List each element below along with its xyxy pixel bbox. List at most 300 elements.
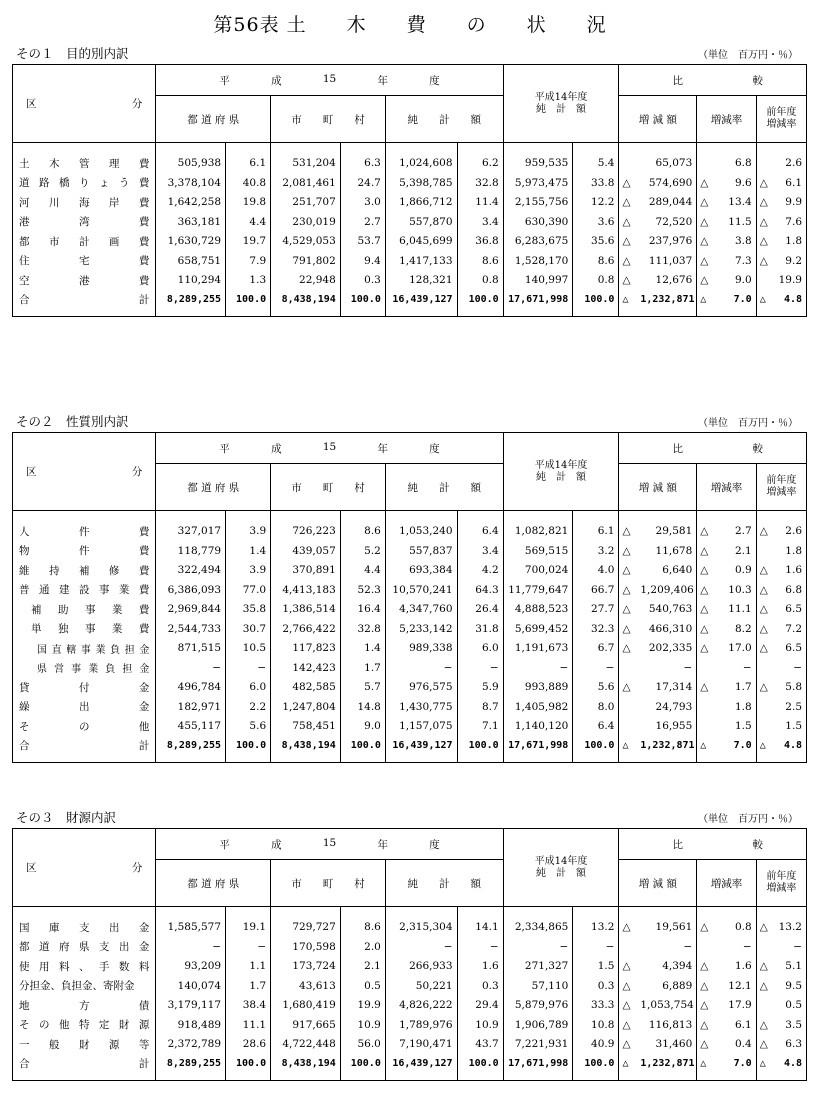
cell-value: 0.5 [340, 976, 385, 996]
table-row [13, 717, 807, 737]
cell-value: 5.4 [573, 143, 619, 174]
header-compare-group: 比 較 [619, 433, 807, 464]
cell-value: 33.8 [573, 173, 619, 193]
cell-value: 289,044 [637, 193, 696, 213]
table-row [13, 619, 807, 639]
cell-value: 1,082,821 [503, 511, 573, 542]
decrease-mark: △ [759, 740, 766, 752]
table-row [13, 678, 807, 698]
decrease-mark [619, 658, 637, 678]
cell-value: − [503, 658, 573, 678]
cell-value: 43,613 [271, 976, 341, 996]
decrease-mark: △ [759, 235, 768, 248]
cell-value: 9.0 [715, 271, 756, 291]
cell-value: 6,045,699 [385, 232, 457, 252]
cell-value: 6.1 [775, 173, 807, 193]
cell-value: 0.8 [715, 907, 756, 938]
header-change-rate: 増減率 [697, 860, 756, 907]
cell-value: 5,398,785 [385, 173, 457, 193]
unit-note: （単位 百万円・％） [698, 814, 798, 825]
cell-value: 1,053,240 [385, 511, 457, 542]
cell-value: 7.2 [775, 619, 807, 639]
cell-value: 1,024,608 [385, 143, 457, 174]
header-prev-change-rate: 前年度 増減率 [756, 96, 806, 143]
cell-value: 117,823 [271, 639, 341, 659]
cell-value: 7,190,471 [385, 1035, 457, 1055]
decrease-mark: △ [700, 274, 709, 287]
cell-value: 16,439,127 [385, 1054, 457, 1080]
cell-value: 1.3 [226, 271, 271, 291]
cell-value: 10.3 [715, 580, 756, 600]
cell-value: 2,544,733 [156, 619, 226, 639]
cell-value: 140,997 [503, 271, 573, 291]
cell-value: − [385, 658, 457, 678]
cell-value: 7.0 [715, 736, 756, 762]
cell-value: 12.2 [573, 193, 619, 213]
cell-value: 64.3 [457, 580, 503, 600]
cell-value: 496,784 [156, 678, 226, 698]
kubun-a: 区 [26, 862, 37, 874]
cell-value: 3.4 [457, 541, 503, 561]
table-row [13, 996, 807, 1016]
decrease-mark: △ [759, 921, 768, 933]
cell-value: 322,494 [156, 561, 226, 581]
cell-value: − [775, 658, 807, 678]
kubun-b: 分 [131, 466, 143, 478]
cell-value: 5.8 [775, 678, 807, 698]
cell-value: 4,826,222 [385, 996, 457, 1016]
cell-value: 1,585,577 [156, 907, 226, 938]
cell-value: 2,969,844 [156, 600, 226, 620]
cell-value: 22,948 [271, 271, 341, 291]
decrease-mark: △ [700, 176, 709, 189]
cell-value: 30.7 [226, 619, 271, 639]
cell-value: − [385, 937, 457, 957]
cell-value: 1,430,775 [385, 697, 457, 717]
cell-value: − [457, 658, 503, 678]
cell-value: 1.7 [226, 976, 271, 996]
cell-value: 1,232,871 [637, 1054, 696, 1080]
cell-value: 1,642,258 [156, 193, 226, 213]
row-label: その他 [13, 717, 156, 737]
table-row [13, 1035, 807, 1055]
decrease-mark: △ [622, 564, 631, 577]
cell-value: 1.8 [775, 541, 807, 561]
row-label: 国直轄事業負担金 [13, 639, 156, 659]
header-year-group: 平 成 15 年 度 [156, 433, 503, 464]
cell-value: 5.9 [457, 678, 503, 698]
cell-value: 1.5 [715, 717, 756, 737]
cell-value: 1,386,514 [271, 600, 341, 620]
cell-value: 569,515 [503, 541, 573, 561]
cell-value: − [715, 658, 756, 678]
cell-value: 140,074 [156, 976, 226, 996]
decrease-mark: △ [622, 544, 631, 557]
cell-value: 1.8 [715, 697, 756, 717]
cell-value: 26.4 [457, 600, 503, 620]
cell-value: 4,722,448 [271, 1035, 341, 1055]
cell-value: 17.0 [715, 639, 756, 659]
cell-value: 1.1 [226, 957, 271, 977]
cell-value: 6.5 [775, 639, 807, 659]
cell-value: 989,338 [385, 639, 457, 659]
header-prev-year: 平成14年度 純 計 額 [503, 829, 619, 907]
decrease-mark: △ [759, 1058, 766, 1070]
table-row [13, 232, 807, 252]
kubun-a: 区 [26, 466, 37, 478]
cell-value: 2.0 [340, 937, 385, 957]
decrease-mark: △ [759, 622, 768, 635]
cell-value: − [715, 937, 756, 957]
cell-value: 7.6 [775, 212, 807, 232]
cell-value: 2,372,789 [156, 1035, 226, 1055]
decrease-mark [756, 541, 774, 561]
decrease-mark: △ [759, 960, 768, 973]
cell-value: 8,289,255 [156, 290, 226, 316]
cell-value: 12.1 [715, 976, 756, 996]
header-net-total: 純 計 額 [385, 96, 503, 143]
decrease-mark: △ [700, 196, 709, 209]
cell-value: 33.3 [573, 996, 619, 1016]
cell-value: 10.9 [340, 1015, 385, 1035]
cell-value: 116,813 [637, 1015, 696, 1035]
table-row [13, 193, 807, 213]
cell-value: 10.5 [226, 639, 271, 659]
decrease-mark: △ [759, 294, 766, 306]
row-label: 国庫支出金 [13, 907, 156, 938]
cell-value: 16.4 [340, 600, 385, 620]
cell-value: 10.9 [457, 1015, 503, 1035]
table-row [13, 639, 807, 659]
table-row [13, 541, 807, 561]
cell-value: 11,779,647 [503, 580, 573, 600]
cell-value: 5.1 [775, 957, 807, 977]
row-label: 地方債 [13, 996, 156, 1016]
cell-value: 251,707 [271, 193, 341, 213]
cell-value: 2,155,756 [503, 193, 573, 213]
cell-value: 6.5 [775, 600, 807, 620]
cell-value: 2.1 [715, 541, 756, 561]
header-change-rate: 増減率 [697, 96, 756, 143]
total-row [13, 290, 807, 316]
cell-value: − [637, 937, 696, 957]
cell-value: 6.3 [775, 1035, 807, 1055]
decrease-mark [697, 143, 715, 174]
cell-value: 173,724 [271, 957, 341, 977]
decrease-mark: △ [759, 681, 768, 694]
decrease-mark [619, 937, 637, 957]
cell-value: 5.2 [340, 541, 385, 561]
header-kubun [13, 829, 156, 907]
decrease-mark [697, 717, 715, 737]
cell-value: 9.9 [775, 193, 807, 213]
cell-value: 1,906,789 [503, 1015, 573, 1035]
row-label: 繰出金 [13, 697, 156, 717]
row-label: 道路橋りょう費 [13, 173, 156, 193]
header-compare-group: 比 較 [619, 829, 807, 860]
header-prev-change-rate: 前年度 増減率 [756, 464, 806, 511]
cell-value: 2,766,422 [271, 619, 341, 639]
cell-value: 1.6 [457, 957, 503, 977]
decrease-mark: △ [700, 999, 709, 1012]
cell-value: 50,221 [385, 976, 457, 996]
cell-value: 8,438,194 [271, 290, 341, 316]
row-label: 住宅費 [13, 251, 156, 271]
cell-value: 531,204 [271, 143, 341, 174]
cell-value: 726,223 [271, 511, 341, 542]
row-label: 普通建設事業費 [13, 580, 156, 600]
cell-value: 9.6 [715, 173, 756, 193]
row-label: 物件費 [13, 541, 156, 561]
cell-value: 100.0 [340, 290, 385, 316]
cell-value: 2.6 [775, 143, 807, 174]
decrease-mark: △ [700, 294, 707, 306]
cell-value: 439,057 [271, 541, 341, 561]
cell-value: 6.4 [457, 511, 503, 542]
cell-value: 11.5 [715, 212, 756, 232]
cell-value: 7.0 [715, 1054, 756, 1080]
cell-value: 1.6 [775, 561, 807, 581]
cell-value: 363,181 [156, 212, 226, 232]
kubun-b: 分 [131, 98, 143, 110]
decrease-mark: △ [700, 1018, 709, 1031]
cell-value: 466,310 [637, 619, 696, 639]
cell-value: 540,763 [637, 600, 696, 620]
cell-value: 6.0 [457, 639, 503, 659]
cell-value: 110,294 [156, 271, 226, 291]
cell-value: 1.5 [573, 957, 619, 977]
cell-value: 19,561 [637, 907, 696, 938]
table-section-2 [0, 410, 820, 753]
cell-value: 3.9 [226, 511, 271, 542]
decrease-mark: △ [700, 960, 709, 973]
cell-value: 100.0 [226, 736, 271, 762]
decrease-mark: △ [622, 294, 629, 306]
table-section-1 [0, 42, 820, 307]
cell-value: 4.2 [457, 561, 503, 581]
cell-value: 11,678 [637, 541, 696, 561]
decrease-mark: △ [700, 1058, 707, 1070]
cell-value: 17,671,998 [503, 290, 573, 316]
row-label: 河川海岸費 [13, 193, 156, 213]
decrease-mark: △ [700, 254, 709, 267]
cell-value: 871,515 [156, 639, 226, 659]
decrease-mark [756, 697, 774, 717]
cell-value: 100.0 [340, 1054, 385, 1080]
cell-value: 4.8 [775, 736, 807, 762]
table-row [13, 580, 807, 600]
cell-value: 17.9 [715, 996, 756, 1016]
cell-value: 65,073 [637, 143, 696, 174]
decrease-mark [756, 143, 774, 174]
cell-value: 1,247,804 [271, 697, 341, 717]
row-label: 使用料、手数料 [13, 957, 156, 977]
cell-value: 0.4 [715, 1035, 756, 1055]
cell-value: 9.4 [340, 251, 385, 271]
cell-value: 0.8 [457, 271, 503, 291]
table-row [13, 511, 807, 542]
cell-value: 1.5 [775, 717, 807, 737]
cell-value: 271,327 [503, 957, 573, 977]
cell-value: 19.1 [226, 907, 271, 938]
cell-value: 72,520 [637, 212, 696, 232]
cell-value: 66.7 [573, 580, 619, 600]
decrease-mark [619, 143, 637, 174]
decrease-mark: △ [759, 176, 768, 189]
cell-value: 0.3 [340, 271, 385, 291]
cell-value: 170,598 [271, 937, 341, 957]
decrease-mark: △ [700, 642, 709, 655]
cell-value: 1.4 [226, 541, 271, 561]
cell-value: 19.9 [340, 996, 385, 1016]
table-row [13, 600, 807, 620]
decrease-mark: △ [700, 1038, 709, 1051]
cell-value: 2.1 [340, 957, 385, 977]
cell-value: 4.0 [573, 561, 619, 581]
cell-value: 56.0 [340, 1035, 385, 1055]
cell-value: 3.8 [715, 232, 756, 252]
cell-value: 28.6 [226, 1035, 271, 1055]
cell-value: 7.0 [715, 290, 756, 316]
decrease-mark [756, 658, 774, 678]
cell-value: 24,793 [637, 697, 696, 717]
cell-value: 758,451 [271, 717, 341, 737]
decrease-mark: △ [622, 274, 631, 287]
cell-value: 16,439,127 [385, 736, 457, 762]
row-label: 空港費 [13, 271, 156, 291]
cell-value: 6.1 [715, 1015, 756, 1035]
decrease-mark: △ [622, 196, 631, 209]
decrease-mark: △ [759, 564, 768, 577]
cell-value: 142,423 [271, 658, 341, 678]
cell-value: − [226, 658, 271, 678]
cell-value: 11.1 [226, 1015, 271, 1035]
cell-value: 8,289,255 [156, 736, 226, 762]
decrease-mark: △ [622, 1058, 629, 1070]
cell-value: 6.7 [573, 639, 619, 659]
decrease-mark: △ [759, 215, 768, 228]
cell-value: 1,405,982 [503, 697, 573, 717]
decrease-mark: △ [700, 603, 709, 616]
cell-value: 100.0 [226, 1054, 271, 1080]
cell-value: 4.4 [340, 561, 385, 581]
cell-value: 959,535 [503, 143, 573, 174]
decrease-mark: △ [759, 1018, 768, 1031]
row-label: 人件費 [13, 511, 156, 542]
cell-value: 5,973,475 [503, 173, 573, 193]
header-change-amount: 増 減 額 [619, 96, 697, 143]
unit-note: （単位 百万円・％） [698, 50, 798, 61]
decrease-mark: △ [622, 1038, 631, 1051]
cell-value: 230,019 [271, 212, 341, 232]
cell-value: 976,575 [385, 678, 457, 698]
cell-value: 557,870 [385, 212, 457, 232]
decrease-mark: △ [700, 215, 709, 228]
cell-value: 202,335 [637, 639, 696, 659]
cell-value: 2,315,304 [385, 907, 457, 938]
table-row [13, 937, 807, 957]
header-prev-change-rate: 前年度 増減率 [756, 860, 806, 907]
total-row [13, 1054, 807, 1080]
cell-value: 12,676 [637, 271, 696, 291]
decrease-mark: △ [622, 583, 631, 596]
decrease-mark [619, 697, 637, 717]
header-change-amount: 増 減 額 [619, 860, 697, 907]
cell-value: 0.3 [457, 976, 503, 996]
cell-value: − [775, 937, 807, 957]
cell-value: 8.6 [457, 251, 503, 271]
cell-value: − [503, 937, 573, 957]
cell-value: 237,976 [637, 232, 696, 252]
cell-value: 9.5 [775, 976, 807, 996]
cell-value: 1.4 [340, 639, 385, 659]
header-municipality: 市 町 村 [271, 860, 386, 907]
cell-value: 1,191,673 [503, 639, 573, 659]
cell-value: 8.6 [340, 907, 385, 938]
cell-value: 1,053,754 [637, 996, 696, 1016]
cell-value: − [226, 937, 271, 957]
table-row [13, 212, 807, 232]
cell-value: 13.2 [775, 907, 807, 938]
cell-value: 19.9 [775, 271, 807, 291]
cell-value: 100.0 [226, 290, 271, 316]
cell-value: 3.2 [573, 541, 619, 561]
row-label: 合計 [13, 736, 156, 762]
cell-value: 182,971 [156, 697, 226, 717]
cell-value: 1,157,075 [385, 717, 457, 737]
decrease-mark: △ [759, 196, 768, 209]
row-label: 維持補修費 [13, 561, 156, 581]
decrease-mark: △ [759, 583, 768, 596]
cell-value: 4,413,183 [271, 580, 341, 600]
cell-value: 4,394 [637, 957, 696, 977]
decrease-mark [756, 937, 774, 957]
cell-value: 3.6 [573, 212, 619, 232]
table-row [13, 1015, 807, 1035]
cell-value: 100.0 [340, 736, 385, 762]
cell-value: 917,665 [271, 1015, 341, 1035]
cell-value: 19.7 [226, 232, 271, 252]
unit-note: （単位 百万円・％） [698, 418, 798, 429]
cell-value: 8,438,194 [271, 1054, 341, 1080]
cell-value: 17,671,998 [503, 1054, 573, 1080]
cell-value: 4.8 [775, 1054, 807, 1080]
cell-value: 35.8 [226, 600, 271, 620]
cell-value: − [457, 937, 503, 957]
cell-value: 729,727 [271, 907, 341, 938]
cell-value: 93,209 [156, 957, 226, 977]
cell-value: 4,529,053 [271, 232, 341, 252]
table-row [13, 271, 807, 291]
row-label: 単独事業費 [13, 619, 156, 639]
cell-value: 505,938 [156, 143, 226, 174]
cell-value: 1,789,976 [385, 1015, 457, 1035]
cell-value: 5.6 [573, 678, 619, 698]
decrease-mark: △ [622, 979, 631, 992]
cell-value: 29.4 [457, 996, 503, 1016]
cell-value: 327,017 [156, 511, 226, 542]
section-title: その２ 性質別内訳 [16, 414, 129, 429]
cell-value: − [573, 937, 619, 957]
cell-value: 574,690 [637, 173, 696, 193]
cell-value: 1.7 [340, 658, 385, 678]
cell-value: 8,289,255 [156, 1054, 226, 1080]
header-prefecture: 都 道 府 県 [156, 96, 271, 143]
cell-value: 6,283,675 [503, 232, 573, 252]
cell-value: 14.1 [457, 907, 503, 938]
cell-value: 557,837 [385, 541, 457, 561]
row-label: その他特定財源 [13, 1015, 156, 1035]
